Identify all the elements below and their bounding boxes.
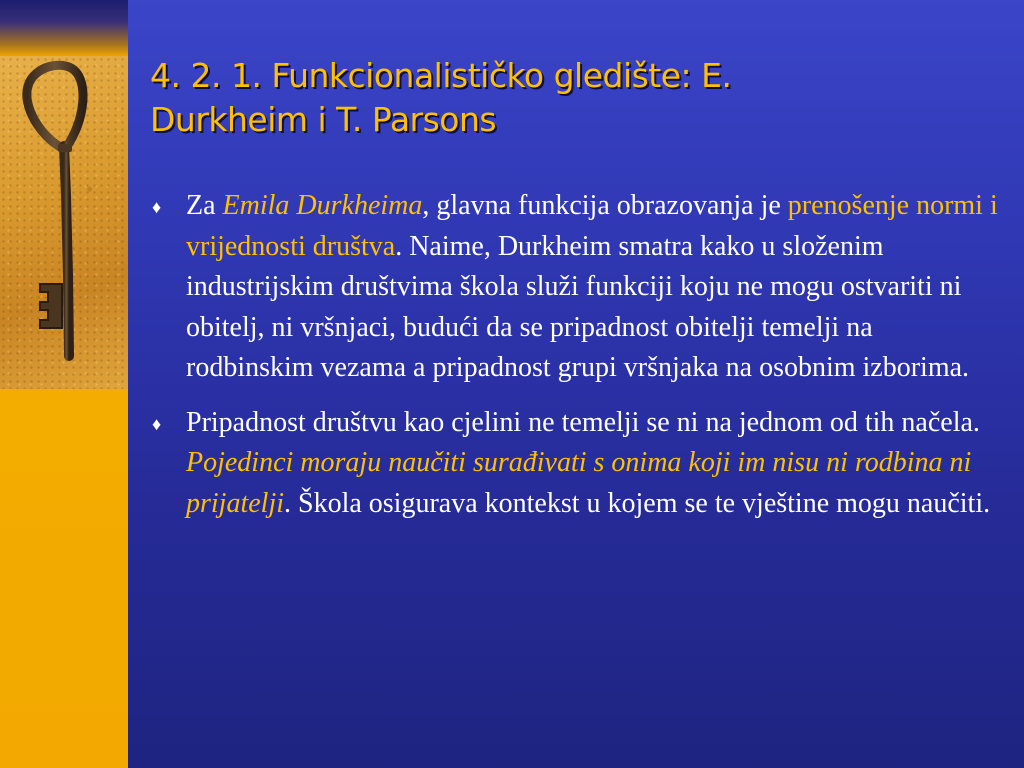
- key-image: [0, 56, 128, 389]
- slide-title: [150, 54, 910, 142]
- bullet-item-1: [150, 186, 1000, 389]
- bullet-2-text: [186, 407, 990, 519]
- bullet-1-part-3: , glavna funkcija obrazovanja je: [422, 190, 788, 221]
- bullet-item-2: [150, 403, 1000, 525]
- slide-title-line-2: Durkheim i T. Parsons: [150, 100, 497, 139]
- bullet-2-part-1: Pripadnost društvu kao cjelini ne temelji se ni na jednom od tih načela.: [186, 406, 980, 438]
- slide-title-line-1: 4. 2. 1. Funkcionalističko gledište: E.: [150, 56, 732, 95]
- diamond-bullet-icon: ♦: [152, 413, 162, 434]
- bullet-1-emphasis-name: Emila Durkheima: [222, 190, 423, 221]
- bullet-2-highlight: Pojedinci moraju naučiti surađivati s onima koji im nisu ni rodbina ni prijatelji: [186, 447, 972, 519]
- bullet-1-highlight: prenošenje normi i vrijednosti društva: [186, 190, 998, 262]
- bullet-1-text: [186, 190, 998, 383]
- bullet-1-part-5: . Naime, Durkheim smatra kako u složenim industrijskim društvima škola služi funkciji koju ne mogu ostvariti ni obitelj, ni vršnjaci, budući da se pripadnost obitelji temelji na rodbinskim vezama a pripadnost grupi vršnjaka na osobnim izborima.: [186, 230, 970, 383]
- side-strip-top-band: [0, 0, 128, 56]
- key-icon: [0, 56, 128, 389]
- bullet-1-part-1: Za: [186, 190, 223, 221]
- side-decoration-strip: [0, 0, 128, 768]
- diamond-bullet-icon: ♦: [152, 197, 162, 217]
- bullet-2-part-3: . Škola osigurava kontekst u kojem se te vještine mogu naučiti.: [284, 487, 991, 519]
- bullet-list: [150, 186, 1000, 538]
